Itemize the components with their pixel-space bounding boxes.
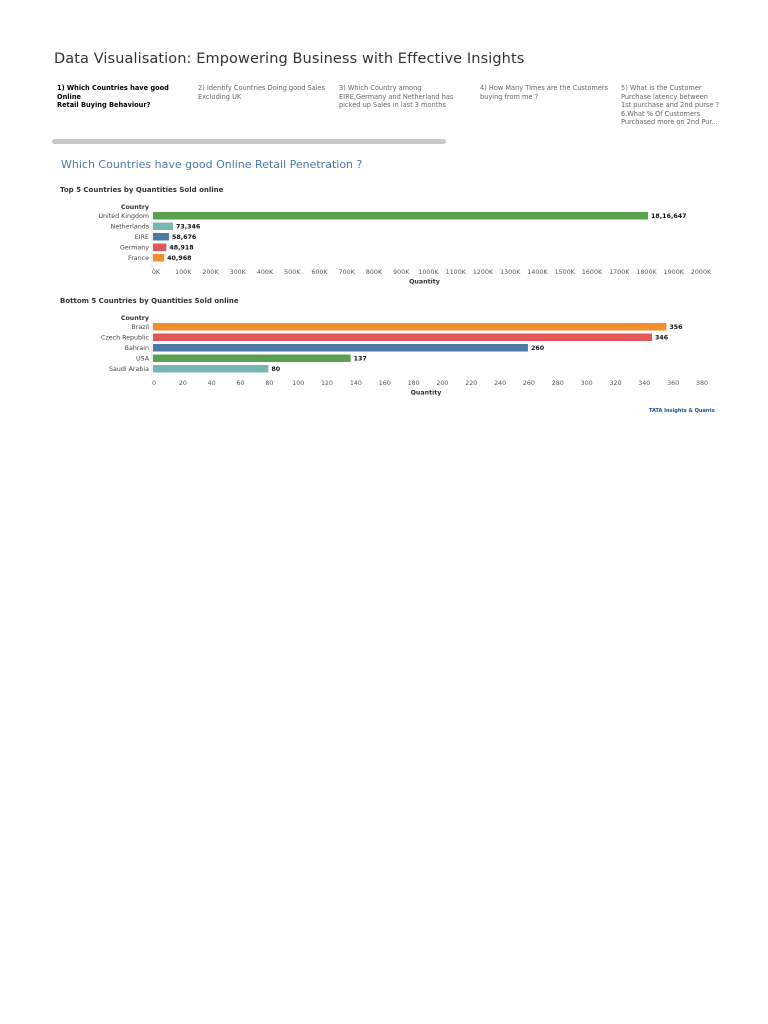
data-label: 18,16,647 [651, 212, 687, 220]
data-label: 346 [654, 334, 669, 342]
tab-label-line: 6.What % Of Customers [621, 109, 701, 118]
x-tick-label: 1900K [663, 269, 684, 276]
category-label: USA [135, 355, 149, 363]
x-tick-label: 1100K [445, 269, 466, 276]
category-label: Bahrain [124, 344, 149, 352]
footer-credit: TATA Insights & Quants [649, 408, 715, 414]
x-tick-label: 200 [436, 380, 449, 387]
tab-label-line: Purchased more on 2nd Pur... [621, 118, 718, 127]
bar [153, 233, 169, 241]
x-tick-label: 900K [393, 269, 410, 276]
bar [153, 212, 648, 220]
x-tick-label: 1300K [500, 269, 521, 276]
category-label: Saudi Arabia [109, 365, 149, 373]
x-tick-label: 400K [256, 269, 274, 276]
x-tick-label: 100K [175, 269, 192, 276]
bar [153, 223, 173, 231]
top-chart-title: Top 5 Countries by Quantities Sold online [60, 186, 224, 194]
x-tick-label: 1500K [554, 269, 575, 276]
bar [153, 355, 351, 363]
bar [153, 244, 166, 252]
bar [153, 323, 666, 331]
tabs-scrollbar[interactable] [52, 139, 446, 144]
tab-label-line: EIRE,Germany and Netherland has [339, 92, 454, 101]
top-countries-chart [0, 196, 768, 292]
data-label: 48,918 [169, 244, 194, 252]
x-tick-label: 360 [667, 380, 680, 387]
x-axis-title: Quantity [409, 278, 440, 286]
x-axis-title: Quantity [410, 389, 442, 397]
category-label: United Kingdom [98, 212, 149, 220]
x-tick-label: 0K [151, 269, 161, 276]
x-tick-label: 220 [465, 380, 478, 387]
tab-label-line: 1st purchase and 2nd purse ? [621, 101, 719, 110]
x-tick-label: 340 [638, 380, 651, 387]
category-label: Brazil [131, 323, 149, 331]
tab-label-line: Purchase latency between [621, 92, 708, 101]
x-tick-label: 0 [151, 380, 157, 387]
tab-countries-excluding-uk[interactable] [198, 84, 333, 101]
x-tick-label: 140 [349, 380, 362, 387]
x-tick-label: 800K [365, 269, 383, 276]
x-tick-label: 240 [494, 380, 507, 387]
x-tick-label: 700K [338, 269, 355, 276]
bottom-chart-title: Bottom 5 Countries by Quantities Sold online [60, 297, 239, 305]
data-label: 356 [669, 323, 683, 331]
x-tick-label: 1400K [527, 269, 548, 276]
x-tick-label: 100 [292, 380, 305, 387]
x-tick-label: 40 [207, 380, 216, 387]
x-tick-label: 160 [378, 380, 391, 387]
x-tick-label: 600K [311, 269, 328, 276]
page-title: Data Visualisation: Empowering Business with Effective Insights [54, 51, 525, 67]
category-label: Germany [120, 244, 149, 252]
tab-countries-buying-behaviour[interactable] [57, 84, 192, 110]
tab-purchase-latency[interactable] [621, 84, 741, 127]
x-tick-label: 260 [522, 380, 535, 387]
x-tick-label: 1000K [418, 269, 439, 276]
data-label: 73,346 [175, 223, 201, 231]
tab-label-line: picked up Sales in last 3 months [339, 101, 446, 110]
tab-label-line: Retail Buying Behaviour? [57, 101, 151, 110]
x-tick-label: 280 [551, 380, 564, 387]
x-tick-label: 320 [609, 380, 622, 387]
tab-customer-buying-frequency[interactable] [480, 84, 615, 101]
x-tick-label: 1700K [609, 269, 630, 276]
x-tick-label: 300 [580, 380, 593, 387]
x-tick-label: 200K [202, 269, 219, 276]
x-tick-label: 120 [321, 380, 334, 387]
tab-label-line: 2) Identify Countries Doing good Sales [198, 84, 326, 92]
tab-country-picked-up-sales[interactable] [339, 84, 474, 110]
category-header: Country [120, 315, 149, 322]
bar [153, 365, 268, 373]
data-label: 260 [530, 344, 545, 352]
x-tick-label: 60 [236, 380, 245, 387]
x-tick-label: 1200K [472, 269, 494, 276]
tab-label-line: 1) Which Countries have good Online [57, 84, 169, 101]
x-tick-label: 1800K [636, 269, 657, 276]
tab-label-line: 3) Which Country among [339, 84, 422, 92]
x-tick-label: 300K [229, 269, 246, 276]
category-label: EIRE [134, 233, 149, 241]
bar [153, 254, 164, 262]
x-tick-label: 380 [695, 380, 709, 387]
category-header: Country [120, 204, 149, 211]
bar [153, 334, 652, 342]
tab-label-line: buying from me ? [480, 92, 539, 101]
x-tick-label: 2000K [690, 269, 712, 276]
data-label: 137 [353, 355, 367, 363]
x-tick-label: 80 [265, 380, 274, 387]
tab-label-line: Excluding UK [198, 92, 242, 101]
category-label: Czech Republic [101, 334, 149, 342]
x-tick-label: 180 [407, 380, 420, 387]
tab-label-line: 5) What is the Customer [621, 84, 702, 92]
data-label: 80 [271, 365, 281, 373]
category-label: France [128, 254, 149, 262]
bar [153, 344, 528, 352]
x-tick-label: 1600K [581, 269, 603, 276]
section-heading: Which Countries have good Online Retail Penetration ? [61, 158, 363, 171]
data-label: 40,968 [167, 254, 192, 262]
x-tick-label: 500K [284, 269, 301, 276]
data-label: 58,676 [171, 233, 197, 241]
tab-label-line: 4) How Many Times are the Customers [480, 84, 609, 92]
x-tick-label: 20 [178, 380, 187, 387]
bottom-countries-chart [0, 307, 768, 403]
category-label: Netherlands [110, 223, 149, 231]
